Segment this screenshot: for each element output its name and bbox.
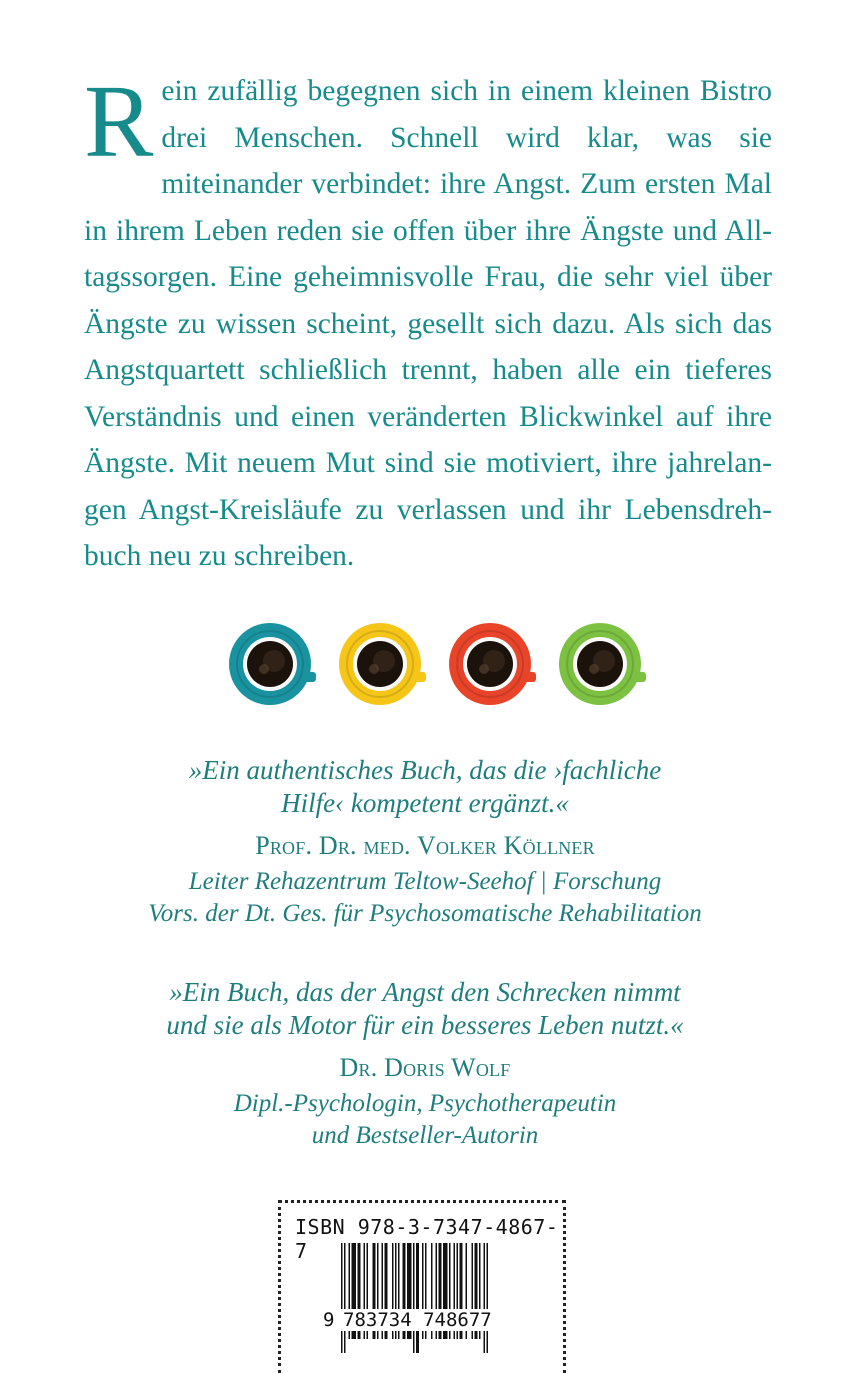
role-line: und Bestseller-Autorin bbox=[311, 1122, 539, 1149]
barcode-bar bbox=[344, 1243, 346, 1353]
barcode-bars bbox=[341, 1243, 551, 1363]
barcode-bar bbox=[416, 1243, 419, 1353]
red-cup bbox=[449, 623, 536, 705]
barcode-lead-digit: 9 bbox=[323, 1309, 335, 1331]
endorsement-quote bbox=[60, 754, 790, 820]
barcode-digits: 783734 748677 bbox=[343, 1309, 492, 1331]
endorsement-quote bbox=[60, 976, 790, 1042]
endorsement-2 bbox=[60, 976, 790, 1152]
role-line: Vors. der Dt. Ges. für Psychosomatische Rehabilitation bbox=[148, 900, 702, 927]
drop-cap: R bbox=[84, 64, 154, 179]
role-line: Dipl.-Psychologin, Psychotherapeutin bbox=[233, 1090, 617, 1117]
yellow-cup bbox=[339, 623, 426, 705]
endorsement-author: Dr. Doris Wolf bbox=[339, 1053, 511, 1082]
quote-line: »Ein authentisches Buch, das die ›fachliche bbox=[188, 755, 662, 785]
quote-line: »Ein Buch, das der Angst den Schrecken nimmt bbox=[169, 977, 681, 1007]
barcode-bar bbox=[413, 1243, 415, 1353]
barcode-bar bbox=[341, 1243, 343, 1353]
coffee-cups-illustration bbox=[228, 622, 648, 706]
quote-line: Hilfe‹ kompetent ergänzt.« bbox=[281, 788, 569, 818]
teal-cup bbox=[229, 623, 316, 705]
endorsement-1 bbox=[60, 754, 790, 930]
barcode-bar bbox=[484, 1243, 486, 1353]
endorsement-role bbox=[60, 1088, 790, 1152]
isbn-label: ISBN 978-3-7347-4867-7 bbox=[295, 1215, 559, 1263]
isbn-barcode bbox=[278, 1200, 566, 1373]
blurb-paragraph bbox=[84, 64, 772, 580]
barcode-bar bbox=[487, 1243, 489, 1353]
blurb-text: ein zufällig begegnen sich in einem kleinen Bistro drei Menschen. Schnell wird klar, was sie miteinander verbindet: ihre Angst. Zum ersten Mal in ihrem Leben reden sie offen über ihre Ängste und Alltagssorgen. Eine geheimnisvolle Frau, die sehr viel über Ängste zu wissen scheint, gesellt sich dazu. Als sich das Angstquartett schließlich trennt, haben alle ein tieferes Verständnis und einen veränderten Blickwinkel auf ihre Ängste. Mit neuem Mut sind sie motiviert, ihre jahrelangen Angst-Kreisläufe zu verlassen und ihr Lebensdrehbuch neu zu schreiben. bbox=[84, 75, 772, 572]
quote-line: und sie als Motor für ein besseres Leben nutzt.« bbox=[166, 1010, 684, 1040]
green-cup bbox=[559, 623, 646, 705]
endorsement-role bbox=[60, 866, 790, 930]
endorsement-author: Prof. Dr. med. Volker Köllner bbox=[255, 831, 595, 860]
role-line: Leiter Rehazentrum Teltow-Seehof | Forschung bbox=[188, 868, 662, 895]
